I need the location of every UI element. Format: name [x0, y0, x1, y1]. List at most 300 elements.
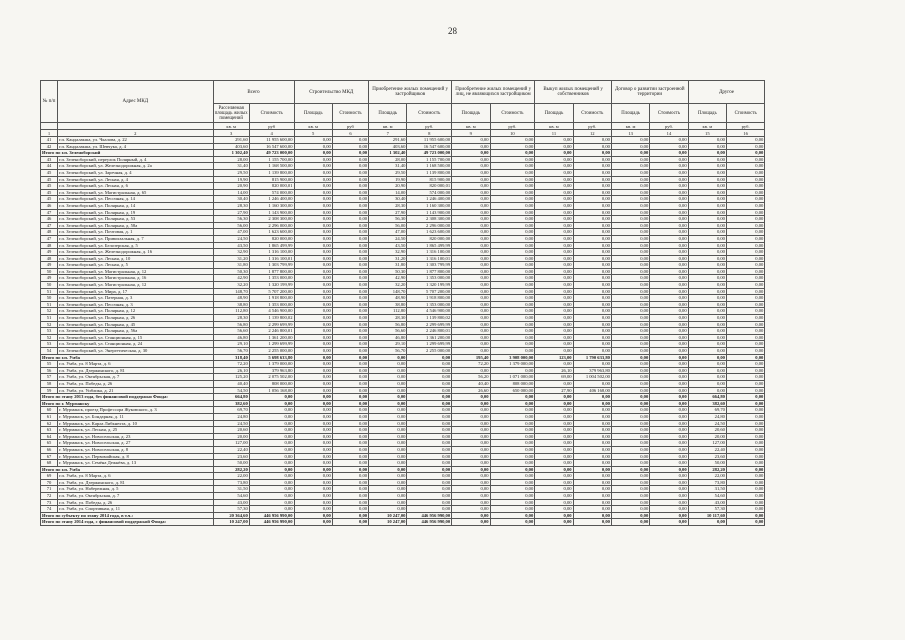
value-cell: 0,00 [294, 473, 332, 480]
value-cell: 0,00 [535, 420, 573, 427]
value-cell: 29,10 [369, 341, 407, 348]
value-cell: 0,00 [573, 361, 611, 368]
value-cell: 0,00 [332, 137, 368, 144]
value-cell: 0,00 [249, 420, 294, 427]
value-cell: 0,00 [573, 209, 611, 216]
value-cell: 0,00 [535, 169, 573, 176]
value-cell: 0,00 [490, 189, 535, 196]
value-cell: 127,00 [213, 440, 249, 447]
value-cell: 0,00 [535, 222, 573, 229]
value-cell: 0,00 [490, 460, 535, 467]
value-cell: 26,10 [213, 367, 249, 374]
value-cell: 0,00 [573, 275, 611, 282]
header-sub: Стоимость [573, 104, 611, 123]
table-row [41, 163, 840, 170]
unit-cell: кв. м [535, 123, 573, 130]
value-cell: 0,00 [726, 354, 764, 361]
table-row [41, 288, 840, 295]
value-cell: 20,00 [213, 433, 249, 440]
value-cell: 0,00 [611, 209, 649, 216]
row-number: 50 [41, 268, 58, 275]
value-cell: 0,00 [452, 189, 490, 196]
value-cell: 1 320 199,99 [249, 282, 294, 289]
housing-table [40, 80, 840, 526]
value-cell: 112,80 [213, 308, 249, 315]
value-cell: 0,00 [650, 288, 688, 295]
row-number: 53 [41, 328, 58, 335]
table-row [41, 499, 840, 506]
header-sub: Площадь [611, 104, 649, 123]
value-cell: 0,00 [452, 394, 490, 401]
value-cell: 0,00 [573, 479, 611, 486]
value-cell: 0,00 [490, 367, 535, 374]
value-cell: 0,00 [452, 183, 490, 190]
value-cell: 0,00 [726, 440, 764, 447]
header-sub: Площадь [535, 104, 573, 123]
value-cell: 20 364,60 [213, 512, 249, 519]
value-cell: 0,00 [452, 413, 490, 420]
value-cell: 0,00 [573, 308, 611, 315]
value-cell: 0,00 [650, 196, 688, 203]
value-cell: 1 353 000,00 [249, 301, 294, 308]
value-cell: 0,00 [332, 466, 368, 473]
value-cell: 1 877 800,00 [407, 268, 452, 275]
value-cell: 0,00 [407, 440, 452, 447]
value-cell: 0,00 [369, 446, 407, 453]
value-cell: 0,00 [611, 460, 649, 467]
value-cell: 0,00 [726, 394, 764, 401]
value-cell: 0,00 [294, 493, 332, 500]
value-cell: 0,00 [650, 183, 688, 190]
value-cell: 0,00 [688, 163, 726, 170]
row-number: 56 [41, 367, 58, 374]
value-cell: 0,00 [611, 321, 649, 328]
table-row [41, 216, 840, 223]
header-group: Выкуп жилых помещений у собственников [535, 81, 612, 104]
value-cell: 0,00 [688, 216, 726, 223]
value-cell: 31,20 [369, 255, 407, 262]
column-number-cell: 10 [490, 130, 535, 137]
value-cell: 32,90 [369, 249, 407, 256]
value-cell: 0,00 [611, 413, 649, 420]
column-number-cell: 12 [573, 130, 611, 137]
total-row [41, 519, 840, 526]
value-cell: 0,00 [490, 156, 535, 163]
value-cell: 0,00 [332, 446, 368, 453]
row-number: 73 [41, 499, 58, 506]
value-cell: 0,00 [726, 169, 764, 176]
value-cell: 0,00 [249, 473, 294, 480]
value-cell: 0,00 [369, 479, 407, 486]
value-cell: 0,00 [294, 328, 332, 335]
table-row [41, 137, 840, 144]
value-cell: 0,00 [650, 334, 688, 341]
value-cell: 0,00 [407, 413, 452, 420]
value-cell: 0,00 [688, 361, 726, 368]
value-cell: 0,00 [650, 156, 688, 163]
value-cell: 0,00 [407, 361, 452, 368]
value-cell: 0,00 [650, 137, 688, 144]
value-cell: 0,00 [332, 196, 368, 203]
value-cell: 815 900,00 [249, 176, 294, 183]
value-cell: 28,30 [213, 315, 249, 322]
value-cell: 0,00 [369, 367, 407, 374]
value-cell: 0,00 [688, 176, 726, 183]
row-number: 62 [41, 420, 58, 427]
value-cell: 1 353 000,00 [249, 275, 294, 282]
value-cell: 4 546 900,00 [249, 308, 294, 315]
value-cell: 0,00 [688, 169, 726, 176]
value-cell: 0,00 [332, 321, 368, 328]
value-cell: 0,00 [611, 486, 649, 493]
value-cell: 0,00 [535, 400, 573, 407]
value-cell: 46,80 [369, 334, 407, 341]
value-cell: 0,00 [332, 519, 368, 526]
value-cell: 0,00 [294, 479, 332, 486]
value-cell: 0,00 [332, 249, 368, 256]
value-cell: 0,00 [611, 308, 649, 315]
value-cell: 0,00 [332, 427, 368, 434]
table-row [41, 420, 840, 427]
address-cell: г.п. Зеленоборский, ул. Полярная, д. 58а [58, 222, 214, 229]
value-cell: 0,00 [535, 334, 573, 341]
value-cell: 1 168 500,00 [407, 163, 452, 170]
value-cell: 0,00 [249, 394, 294, 401]
value-cell: 0,00 [332, 334, 368, 341]
value-cell: 0,00 [688, 262, 726, 269]
column-number-cell: 11 [535, 130, 573, 137]
value-cell: 0,00 [452, 249, 490, 256]
value-cell: 72,20 [213, 361, 249, 368]
value-cell: 0,00 [726, 143, 764, 150]
column-number-cell: 14 [650, 130, 688, 137]
address-cell: г.п. Зеленоборский, ул. Песочная, д. 3 [58, 301, 214, 308]
value-cell: 446 956 990,00 [249, 512, 294, 519]
value-cell: 0,00 [535, 380, 573, 387]
value-cell: 0,00 [490, 321, 535, 328]
column-number-cell: 7 [369, 130, 407, 137]
value-cell: 0,00 [294, 354, 332, 361]
address-cell: г.п. Зеленоборский, ул. Энергетическая, д. 30 [58, 348, 214, 355]
table-row [41, 169, 840, 176]
value-cell: 0,00 [490, 235, 535, 242]
value-cell: 0,00 [369, 466, 407, 473]
value-cell: 69,70 [688, 407, 726, 414]
value-cell: 0,00 [611, 473, 649, 480]
value-cell: 0,00 [535, 440, 573, 447]
value-cell: 0,00 [688, 242, 726, 249]
value-cell: 0,00 [294, 512, 332, 519]
address-cell: г. Мурманск, проезд Профессора Жуковского, д. 3 [58, 407, 214, 414]
value-cell: 0,00 [294, 334, 332, 341]
value-cell: 0,00 [332, 235, 368, 242]
value-cell: 0,00 [535, 460, 573, 467]
value-cell: 0,00 [573, 242, 611, 249]
value-cell: 0,00 [688, 380, 726, 387]
value-cell: 0,00 [573, 169, 611, 176]
value-cell: 0,00 [249, 460, 294, 467]
value-cell: 54,50 [213, 387, 249, 394]
value-cell: 446 956 990,00 [249, 519, 294, 526]
value-cell: 0,00 [490, 229, 535, 236]
table-row [41, 460, 840, 467]
value-cell: 0,00 [535, 308, 573, 315]
value-cell: 0,00 [573, 255, 611, 262]
value-cell: 0,00 [611, 453, 649, 460]
value-cell: 0,00 [294, 163, 332, 170]
address-cell: г.п. Зеленоборский, ул. Полярная, д. 19 [58, 209, 214, 216]
column-number-cell: 6 [332, 130, 368, 137]
value-cell: 0,00 [452, 348, 490, 355]
value-cell: 0,00 [294, 394, 332, 401]
value-cell: 0,00 [688, 156, 726, 163]
value-cell: 0,00 [611, 275, 649, 282]
value-cell: 0,00 [249, 486, 294, 493]
row-number: 55 [41, 361, 58, 368]
value-cell: 0,00 [611, 400, 649, 407]
value-cell: 1 379 000,00 [249, 361, 294, 368]
table-row [41, 268, 840, 275]
value-cell: 38,80 [369, 301, 407, 308]
value-cell: 0,00 [452, 196, 490, 203]
value-cell: 0,00 [726, 446, 764, 453]
value-cell: 0,00 [452, 242, 490, 249]
column-number-cell: 15 [688, 130, 726, 137]
value-cell: 0,00 [611, 387, 649, 394]
value-cell: 0,00 [573, 466, 611, 473]
value-cell: 574 000,00 [407, 189, 452, 196]
row-number: 42 [41, 143, 58, 150]
value-cell: 0,00 [688, 229, 726, 236]
value-cell: 291,60 [369, 137, 407, 144]
value-cell: 0,00 [688, 348, 726, 355]
value-cell: 0,00 [452, 202, 490, 209]
value-cell: 0,00 [369, 400, 407, 407]
value-cell: 0,00 [535, 163, 573, 170]
address-cell: г.п. Зеленоборский, ул. Полярная, д. 53 [58, 216, 214, 223]
value-cell: 43,50 [213, 242, 249, 249]
value-cell: 0,00 [332, 163, 368, 170]
value-cell: 0,00 [535, 493, 573, 500]
value-cell: 0,00 [452, 176, 490, 183]
value-cell: 0,00 [535, 413, 573, 420]
value-cell: 0,00 [535, 506, 573, 513]
value-cell: 406 168,00 [573, 387, 611, 394]
value-cell: 0,00 [726, 163, 764, 170]
address-cell: г.п. Умба, ул. Дзержинского, д. 81 [58, 479, 214, 486]
value-cell: 0,00 [650, 229, 688, 236]
value-cell: 1 303 799,99 [249, 262, 294, 269]
value-cell: 815 900,00 [407, 176, 452, 183]
header-sub: Площадь [294, 104, 332, 123]
value-cell: 0,00 [650, 216, 688, 223]
address-cell: г.п. Умба, ул. Октябрьская, д. 7 [58, 493, 214, 500]
value-cell: 0,00 [688, 202, 726, 209]
value-cell: 0,00 [611, 348, 649, 355]
value-cell: 0,00 [332, 183, 368, 190]
value-cell: 0,00 [726, 380, 764, 387]
address-cell: г.п. Зеленоборский, ул. Полярная, д. 12 [58, 308, 214, 315]
value-cell: 0,00 [650, 150, 688, 157]
value-cell: 0,00 [452, 334, 490, 341]
value-cell: 11 955 600,00 [249, 137, 294, 144]
value-cell: 0,00 [650, 493, 688, 500]
value-cell: 0,00 [369, 387, 407, 394]
value-cell: 0,00 [573, 446, 611, 453]
row-number: 46 [41, 202, 58, 209]
value-cell: 0,00 [452, 137, 490, 144]
value-cell: 0,00 [726, 413, 764, 420]
total-label: Итого по этапу 2013 года, без финансовой поддержки Фонда: [41, 394, 214, 401]
value-cell: 1 303 799,99 [407, 262, 452, 269]
value-cell: 282,20 [213, 466, 249, 473]
value-cell: 56,30 [213, 216, 249, 223]
value-cell: 0,00 [407, 479, 452, 486]
value-cell: 0,00 [650, 413, 688, 420]
unit-cell: кв. м [452, 123, 490, 130]
row-number: 49 [41, 262, 58, 269]
value-cell: 0,00 [611, 255, 649, 262]
value-cell: 0,00 [332, 413, 368, 420]
value-cell: 0,00 [650, 163, 688, 170]
row-number: 50 [41, 295, 58, 302]
value-cell: 1 056 168,00 [249, 387, 294, 394]
value-cell: 0,00 [249, 413, 294, 420]
header-group: Строительство МКД [294, 81, 369, 104]
address-cell: г. Мурманск, ул. Первомайская, д. 8 [58, 453, 214, 460]
value-cell: 1 790 633,80 [573, 354, 611, 361]
total-label: Итого по субъекту по этапу 2014 года, в т.ч.: [41, 512, 214, 519]
table-row [41, 453, 840, 460]
value-cell: 1 155 700,00 [407, 156, 452, 163]
unit-cell: руб. [726, 123, 764, 130]
value-cell: 0,00 [407, 473, 452, 480]
value-cell: 0,00 [294, 295, 332, 302]
value-cell: 0,00 [611, 229, 649, 236]
value-cell: 0,00 [452, 328, 490, 335]
value-cell: 0,00 [726, 512, 764, 519]
table-row [41, 493, 840, 500]
value-cell: 0,00 [726, 268, 764, 275]
value-cell: 0,00 [535, 275, 573, 282]
value-cell: 0,00 [573, 295, 611, 302]
value-cell: 0,00 [490, 407, 535, 414]
value-cell: 0,00 [650, 262, 688, 269]
value-cell: 0,00 [452, 295, 490, 302]
table-row [41, 229, 840, 236]
value-cell: 0,00 [332, 242, 368, 249]
value-cell: 1 316 100,01 [249, 255, 294, 262]
value-cell: 0,00 [490, 394, 535, 401]
value-cell: 1 299 699,99 [249, 341, 294, 348]
value-cell: 29,10 [213, 341, 249, 348]
value-cell: 1 139 800,00 [407, 169, 452, 176]
value-cell: 0,00 [535, 519, 573, 526]
value-cell: 2 255 000,00 [249, 348, 294, 355]
value-cell: 0,00 [611, 315, 649, 322]
value-cell: 0,00 [611, 420, 649, 427]
value-cell: 0,00 [452, 446, 490, 453]
value-cell: 0,00 [573, 249, 611, 256]
value-cell: 0,00 [407, 453, 452, 460]
value-cell: 0,00 [294, 216, 332, 223]
value-cell: 0,00 [726, 499, 764, 506]
value-cell: 0,00 [294, 387, 332, 394]
column-number-cell: 8 [407, 130, 452, 137]
unit-cell: кв. м [688, 123, 726, 130]
value-cell: 5 698 633,80 [249, 354, 294, 361]
value-cell: 31,80 [213, 262, 249, 269]
column-number-cell: 16 [726, 130, 764, 137]
value-cell: 0,00 [688, 301, 726, 308]
table-row [41, 321, 840, 328]
value-cell: 0,00 [294, 446, 332, 453]
value-cell: 0,00 [407, 400, 452, 407]
value-cell: 0,00 [332, 460, 368, 467]
value-cell: 0,00 [650, 427, 688, 434]
value-cell: 0,00 [611, 150, 649, 157]
value-cell: 0,00 [611, 519, 649, 526]
value-cell: 148,70 [369, 288, 407, 295]
value-cell: 0,00 [249, 499, 294, 506]
value-cell: 0,00 [407, 354, 452, 361]
value-cell: 54,60 [213, 493, 249, 500]
value-cell: 0,00 [726, 407, 764, 414]
column-numbers-row [41, 130, 840, 137]
value-cell: 0,00 [535, 315, 573, 322]
total-label: Итого по г.п. Умба [41, 466, 214, 473]
value-cell: 0,00 [650, 295, 688, 302]
value-cell: 0,00 [490, 427, 535, 434]
value-cell: 0,00 [726, 315, 764, 322]
value-cell: 0,00 [650, 387, 688, 394]
value-cell: 0,00 [294, 255, 332, 262]
value-cell: 72,20 [452, 361, 490, 368]
row-number: 45 [41, 169, 58, 176]
value-cell: 808 000,00 [249, 380, 294, 387]
value-cell: 0,00 [573, 493, 611, 500]
value-cell: 11 955 600,00 [407, 137, 452, 144]
value-cell: 27,90 [535, 387, 573, 394]
value-cell: 0,00 [650, 440, 688, 447]
value-cell: 1 160 300,00 [407, 202, 452, 209]
value-cell: 0,00 [490, 420, 535, 427]
value-cell: 0,00 [573, 196, 611, 203]
value-cell: 0,00 [369, 361, 407, 368]
value-cell: 0,00 [294, 209, 332, 216]
value-cell: 0,00 [452, 499, 490, 506]
address-cell: г.п. Зеленоборский, ул. Белозерская, д. 5 [58, 242, 214, 249]
value-cell: 42,90 [369, 275, 407, 282]
row-number: 70 [41, 479, 58, 486]
value-cell: 47,00 [213, 229, 249, 236]
value-cell: 127,00 [688, 440, 726, 447]
value-cell: 0,00 [726, 242, 764, 249]
table-row [41, 407, 840, 414]
value-cell: 0,00 [573, 268, 611, 275]
value-cell: 0,00 [249, 453, 294, 460]
value-cell: 32,20 [369, 282, 407, 289]
row-number: 41 [41, 137, 58, 144]
value-cell: 0,00 [294, 519, 332, 526]
value-cell: 0,00 [490, 328, 535, 335]
address-cell: г. Мурманск, ул. Лесная, д. 25 [58, 427, 214, 434]
address-cell: г. Мурманск, ул. Новосельская, д. 23 [58, 433, 214, 440]
address-cell: г. Мурманск, ул. Новосельская, д. 8 [58, 446, 214, 453]
value-cell: 28,00 [213, 156, 249, 163]
value-cell: 0,00 [407, 446, 452, 453]
value-cell: 0,00 [726, 341, 764, 348]
